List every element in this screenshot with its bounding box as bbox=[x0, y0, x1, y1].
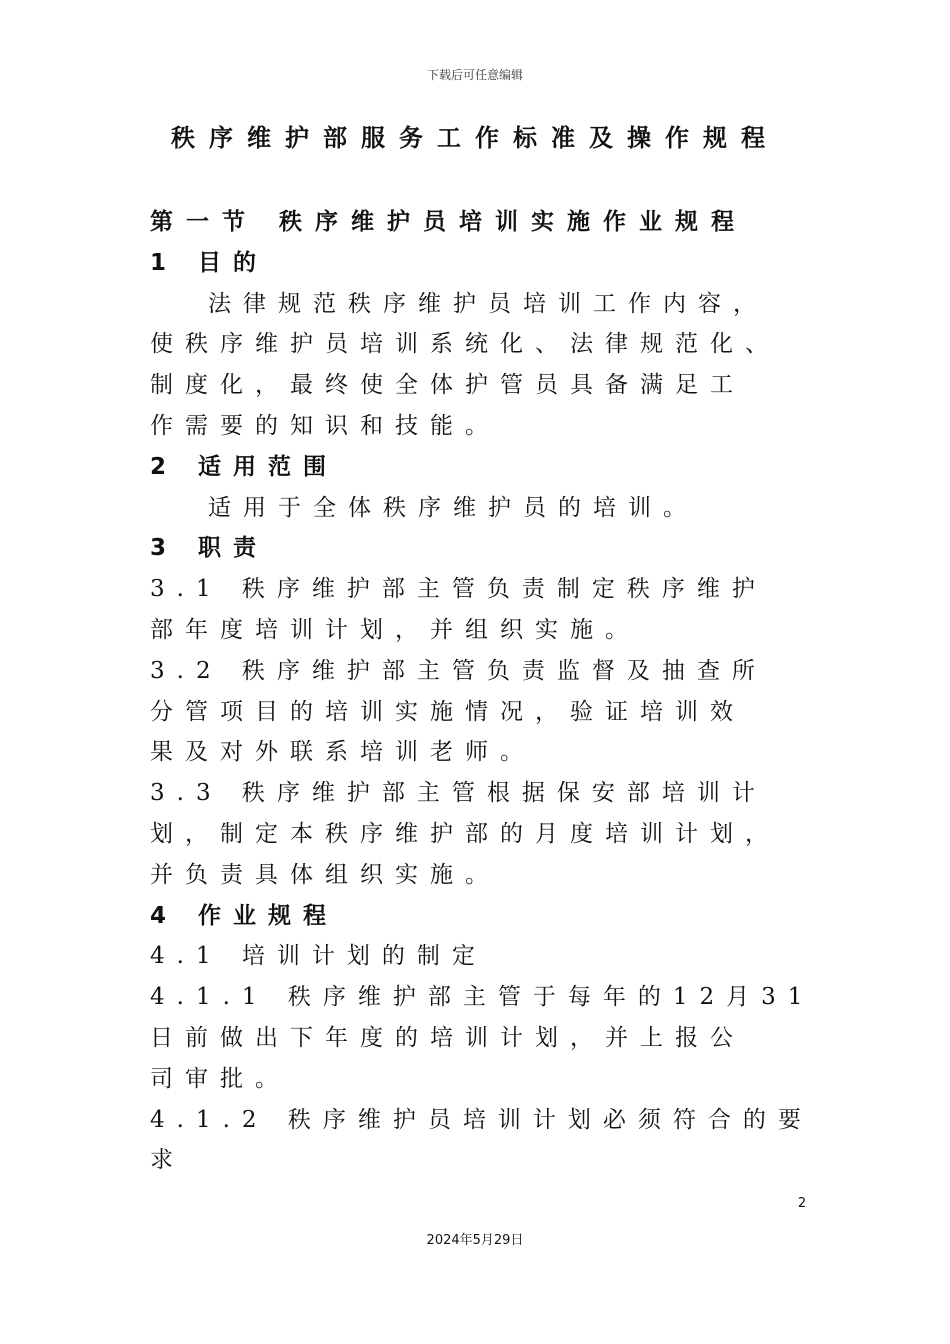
body-line: 司审批。 bbox=[150, 1065, 290, 1092]
body-line: 3.3 秩序维护部主管根据保安部培训计 bbox=[150, 780, 767, 807]
section-heading: 4 作业规程 bbox=[150, 902, 339, 929]
chapter-heading: 第一节 秩序维护员培训实施作业规程 bbox=[150, 209, 748, 235]
body-line: 3.1 秩序维护部主管负责制定秩序维护 bbox=[150, 576, 767, 603]
body-line: 法律规范秩序维护员培训工作内容， bbox=[208, 290, 768, 317]
body-line: 适用于全体秩序维护员的培训。 bbox=[208, 494, 698, 521]
body-line: 分管项目的培训实施情况，验证培训效 bbox=[150, 698, 745, 725]
footer-date: 2024年5月29日 bbox=[426, 1233, 524, 1248]
page-number: 2 bbox=[797, 1196, 807, 1211]
section-heading: 3 职责 bbox=[150, 535, 269, 562]
body-line: 4.1 培训计划的制定 bbox=[150, 943, 487, 970]
body-line: 并负责具体组织实施。 bbox=[150, 861, 500, 888]
header-note: 下载后可任意编辑 bbox=[426, 68, 523, 82]
body-line: 4.1.1 秩序维护部主管于每年的12月31 bbox=[150, 984, 815, 1011]
body-line: 制度化，最终使全体护管员具备满足工 bbox=[150, 372, 745, 399]
document-title: 秩序维护部服务工作标准及操作规程 bbox=[171, 124, 779, 152]
body-line: 求 bbox=[150, 1147, 185, 1174]
body-line: 日前做出下年度的培训计划，并上报公 bbox=[150, 1024, 745, 1051]
body-line: 作需要的知识和技能。 bbox=[150, 412, 500, 439]
section-heading: 1 目的 bbox=[150, 249, 269, 276]
body-line: 3.2 秩序维护部主管负责监督及抽查所 bbox=[150, 657, 767, 684]
body-line: 划，制定本秩序维护部的月度培训计划， bbox=[150, 820, 780, 847]
body-line: 4.1.2 秩序维护员培训计划必须符合的要 bbox=[150, 1106, 813, 1133]
body-line: 部年度培训计划，并组织实施。 bbox=[150, 616, 640, 643]
body-line: 果及对外联系培训老师。 bbox=[150, 739, 535, 766]
section-heading: 2 适用范围 bbox=[150, 453, 339, 480]
document-body bbox=[150, 202, 815, 1181]
body-line: 使秩序维护员培训系统化、法律规范化、 bbox=[150, 331, 780, 358]
